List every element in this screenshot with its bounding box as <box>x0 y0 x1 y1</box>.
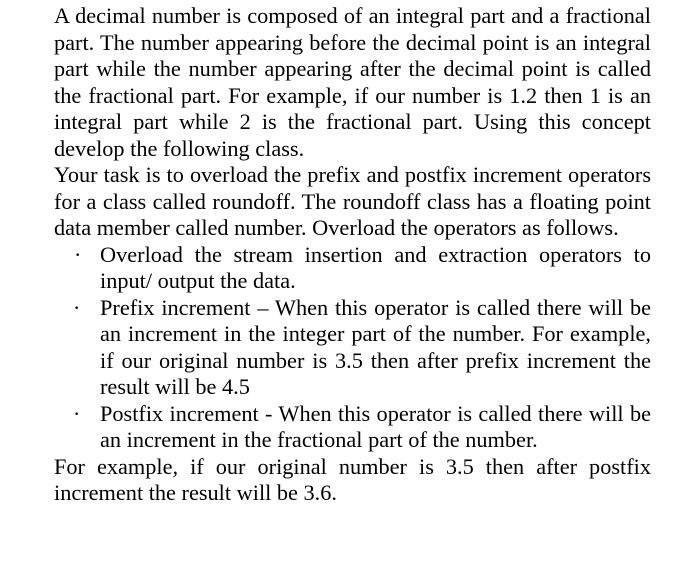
list-item <box>54 295 651 401</box>
task-paragraph: Your task is to overload the prefix and postfix increment operators for a class called roundoff. The roundoff class has a floating point data member called number. Overload the operators as follows. <box>54 162 651 240</box>
requirements-list <box>54 242 651 454</box>
list-item-text: Prefix increment – When this operator is called there will be an increment in the integer part of the number. For example, if our original number is 3.5 then after prefix increment the result will be 4.5 <box>100 294 651 399</box>
list-item-text: Postfix increment - When this operator is called there will be an increment in the fractional part of the number. <box>100 400 651 452</box>
closing-paragraph: For example, if our original number is 3.5 then after postfix increment the result will be 3.6. <box>54 453 651 505</box>
list-item <box>54 401 651 454</box>
list-item-text: Overload the stream insertion and extraction operators to input/ output the data. <box>100 241 651 293</box>
list-item <box>54 242 651 295</box>
document-body <box>54 3 651 507</box>
bullet-icon: · <box>74 241 82 267</box>
bullet-icon: · <box>73 400 81 426</box>
bullet-icon: · <box>73 294 81 320</box>
intro-paragraph: A decimal number is composed of an integral part and a fractional part. The number appearing before the decimal point is an integral part while the number appearing after the decimal point is called the fractional part. For example, if our number is 1.2 then 1 is an integral part while 2 is the fractional part. Using this concept develop the following class. <box>54 3 651 161</box>
